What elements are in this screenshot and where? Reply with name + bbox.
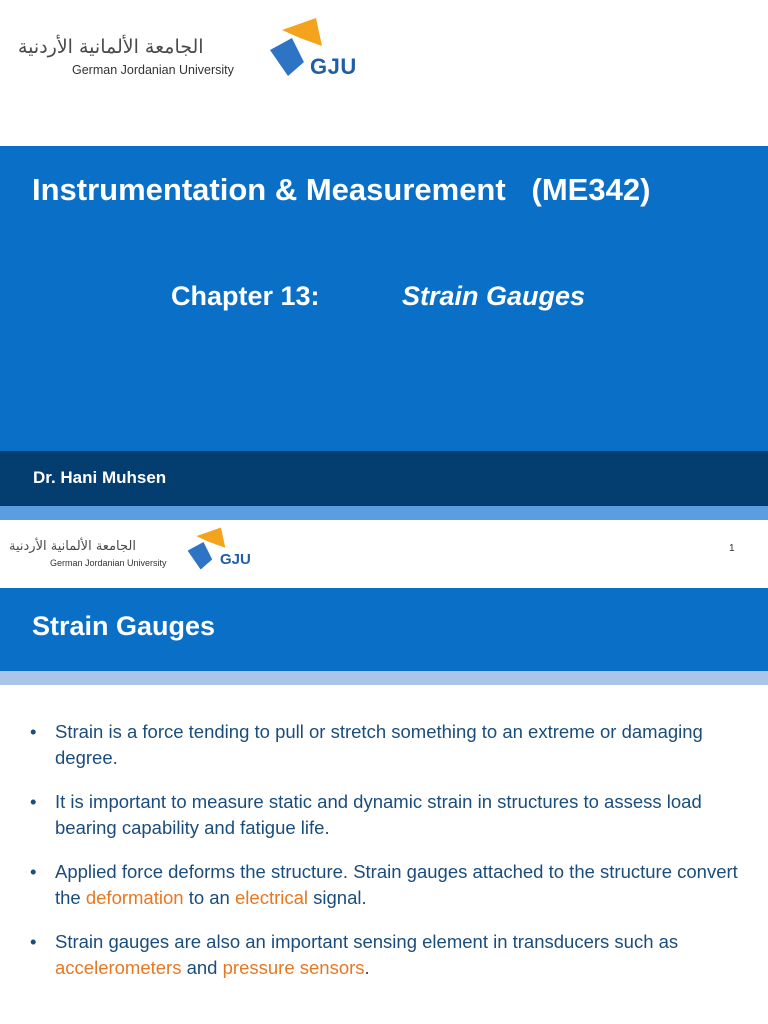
university-logo <box>12 16 372 86</box>
bullet-item <box>30 859 750 910</box>
bullet-marker: • <box>30 721 37 742</box>
logo-abbreviation: GJU <box>220 551 251 568</box>
bullet-item <box>30 929 750 980</box>
bullet-text: Strain gauges are also an important sensing element in transducers such as <box>55 931 679 952</box>
chapter-subject: Strain Gauges <box>402 281 586 311</box>
highlight-term: accelerometers <box>55 956 182 978</box>
slide-header <box>0 0 768 146</box>
bullet-text: and <box>181 956 223 978</box>
bullet-marker: • <box>30 931 37 952</box>
bullet-text: Applied force deforms the structure. Strain gauges attached to the structure convert the <box>55 861 738 908</box>
page-number: 1 <box>729 543 735 554</box>
slide-header <box>0 520 768 588</box>
title-band <box>0 588 768 671</box>
highlight-term: deformation <box>85 886 184 908</box>
slide-title: Strain Gauges <box>32 611 216 641</box>
author-band <box>0 451 768 506</box>
highlight-term: electrical <box>235 886 308 908</box>
logo-arabic-name: الجامعة الألمانية الأردنية <box>9 539 136 554</box>
title-band <box>0 146 768 451</box>
bullet-text: Strain is a force tending to pull or stretch something to an extreme or damaging degree. <box>55 721 703 768</box>
bullet-text: to an <box>183 886 235 908</box>
chapter-label: Chapter 13: <box>171 281 320 311</box>
accent-stripe <box>0 506 768 520</box>
logo-arabic-name: الجامعة الألمانية الأردنية <box>18 36 204 58</box>
course-title: Instrumentation & Measurement (ME342) <box>32 172 651 207</box>
bullet-text: signal. <box>308 886 367 908</box>
bullet-text: . <box>364 956 370 978</box>
bullet-text: It is important to measure static and dynamic strain in structures to assess load bearing capability and fatigue life. <box>55 791 702 838</box>
logo-english-name: German Jordanian University <box>72 63 234 77</box>
logo-english-name: German Jordanian University <box>50 558 167 568</box>
bullet-marker: • <box>30 861 37 882</box>
author-name: Dr. Hani Muhsen <box>33 468 167 487</box>
bullet-item <box>30 789 750 840</box>
bullet-marker: • <box>30 791 37 812</box>
bullet-list <box>30 719 750 999</box>
logo-abbreviation: GJU <box>310 54 357 79</box>
accent-stripe <box>0 671 768 685</box>
content-slide <box>0 520 768 1024</box>
highlight-term: pressure sensors <box>222 956 365 978</box>
bullet-item <box>30 719 750 770</box>
